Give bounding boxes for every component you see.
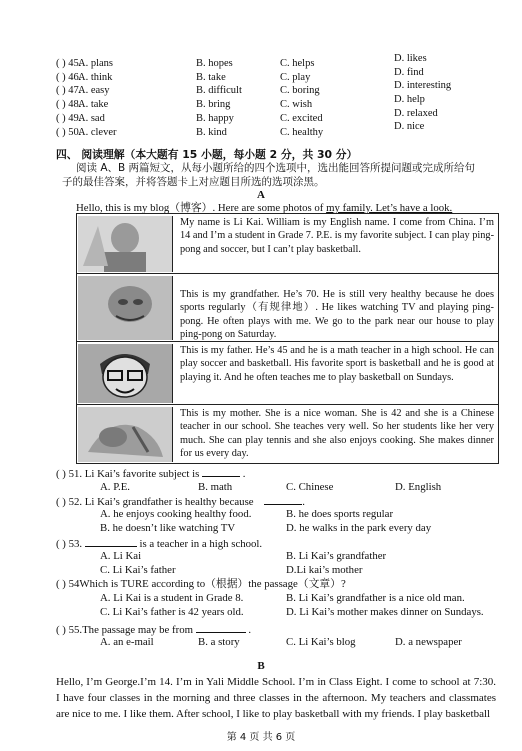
- blog-text: This is my grandfather. He’s 70. He is still very healthy because he does sports regularly（有规律地）. He likes watching TV and playing ping-pong. He often plays with me. We go to the park near our house to play ping-pong on Saturday.: [180, 289, 494, 341]
- answer-blank[interactable]: [196, 622, 246, 633]
- option-c[interactable]: C. wish: [280, 99, 313, 111]
- d-option: D. likes: [394, 53, 427, 64]
- question-number: ( ) 47.: [56, 85, 82, 97]
- question-number: ( ) 50.: [56, 126, 82, 138]
- question-number: ( ) 46.: [56, 71, 82, 83]
- blog-row: [77, 214, 498, 273]
- question-stem-end: .: [248, 624, 252, 636]
- boy-photo-drawing: [78, 216, 172, 272]
- passage-a-letter: A: [257, 189, 265, 201]
- option-b[interactable]: B. he does sports regular: [286, 508, 394, 520]
- question-stem-end: .: [302, 496, 305, 508]
- option-a[interactable]: A. plans: [78, 58, 113, 69]
- option-b[interactable]: B. Li Kai’s grandfather: [286, 550, 387, 562]
- intro-underlined-text: my family. Let’s have a look.: [326, 202, 453, 214]
- question-number: ( ) 45.: [56, 58, 82, 69]
- answer-blank[interactable]: [85, 536, 137, 547]
- passage-b-text: Hello, I’m George.I’m 14. I’m in Yali Middle School. I’m in Class Eight. I come to school at 7:30. I have four classes in the morning and three classes in the afternoon. My teachers and classmates are nice to me. I like them. After school, I like to play basketball with my friends. I play basketball: [56, 676, 496, 720]
- d-option: D. find: [394, 66, 424, 78]
- mother-photo: [78, 407, 173, 462]
- question-number: ( ) 48.: [56, 99, 82, 111]
- option-a[interactable]: A. clever: [78, 126, 117, 138]
- option-d[interactable]: D. English: [395, 481, 442, 493]
- option-c[interactable]: C. Li Kai’s father is 42 years old.: [100, 606, 244, 618]
- option-a[interactable]: A. Li Kai: [100, 550, 142, 562]
- option-c[interactable]: C. Li Kai’s father: [100, 564, 176, 576]
- d-option: D. relaxed: [394, 107, 438, 119]
- grandfather-photo-drawing: [78, 276, 172, 340]
- father-photo-drawing: [78, 344, 172, 403]
- question-stem: ( ) 53.: [56, 538, 83, 550]
- option-b[interactable]: B. Li Kai’s grandfather is a nice old man.: [286, 592, 465, 604]
- option-a[interactable]: A. P.E.: [100, 481, 130, 493]
- option-c[interactable]: C. Chinese: [286, 481, 334, 493]
- option-b[interactable]: B. math: [198, 481, 233, 493]
- option-b[interactable]: B. difficult: [196, 85, 242, 97]
- option-b[interactable]: B. he doesn’t like watching TV: [100, 522, 236, 534]
- blog-row: [77, 341, 498, 404]
- option-a[interactable]: A. think: [78, 71, 113, 83]
- question-stem-end: is a teacher in a high school.: [139, 538, 263, 550]
- instruction-line-2: 子的最佳答案，并将答题卡上对应题目所选的选项涂黑。: [62, 176, 325, 188]
- option-d[interactable]: D. a newspaper: [395, 636, 462, 648]
- question-stem: ( ) 54Which is TURE according to（根据）the passage（文章）?: [56, 578, 346, 590]
- blog-text: My name is Li Kai. William is my English name. I come from China. I’m 14 and I’m a student in Grade 7. P.E. is my favorite subject. I can play ping-pong and soccer, but I can’t play basketball.: [180, 217, 494, 255]
- question-51: [56, 466, 245, 481]
- option-a[interactable]: A. take: [78, 99, 109, 111]
- option-b[interactable]: B. bring: [196, 99, 231, 111]
- question-53: [56, 536, 262, 551]
- option-c[interactable]: C. boring: [280, 85, 320, 97]
- mother-photo-drawing: [78, 407, 172, 462]
- blog-text: This is my mother. She is a nice woman. She is 42 and she is a Chinese teacher in our school. She teaches very well. So her students like her very much. She can play tennis and she also enjoys cooking. She makes dinner for us every day.: [180, 408, 494, 460]
- option-b[interactable]: B. happy: [196, 112, 234, 124]
- page-footer: 第 4 页 共 6 页: [226, 732, 296, 743]
- d-options-column: [394, 52, 451, 134]
- option-b[interactable]: B. a story: [198, 636, 240, 648]
- question-stem: ( ) 51. Li Kai’s favorite subject is: [56, 468, 200, 480]
- d-option: D. interesting: [394, 80, 452, 92]
- option-c[interactable]: C. helps: [280, 58, 315, 69]
- instruction-line-1: 阅读 A、B 两篇短文，从每小题所给的四个选项中，选出能回答所提问题或完成所给句: [76, 162, 476, 174]
- intro-text: Hello, this is my blog（博客）. Here are some photos of: [76, 202, 327, 214]
- question-stem-end: .: [242, 468, 246, 480]
- blog-row: [77, 404, 498, 463]
- option-c[interactable]: C. Li Kai’s blog: [286, 636, 356, 648]
- d-option: D. nice: [394, 121, 425, 133]
- option-a[interactable]: A. Li Kai is a student in Grade 8.: [100, 592, 244, 604]
- section-heading: 四、 阅读理解（本大题有 15 小题，每小题 2 分，共 30 分）: [56, 148, 358, 161]
- question-number: ( ) 49.: [56, 112, 82, 124]
- option-c[interactable]: C. excited: [280, 112, 323, 124]
- option-d[interactable]: D. he walks in the park every day: [286, 522, 432, 534]
- answer-blank[interactable]: [202, 466, 240, 477]
- option-d[interactable]: D. Li Kai’s mother makes dinner on Sundays.: [286, 606, 484, 618]
- blog-text: This is my father. He’s 45 and he is a math teacher in a high school. He can play soccer and basketball. His favorite sport is basketball and he is good at playing it. And he often teaches me to play basketball on Sundays.: [180, 345, 494, 383]
- option-a[interactable]: A. sad: [78, 112, 105, 124]
- question-stem: ( ) 55.The passage may be from: [56, 624, 194, 636]
- option-c[interactable]: C. healthy: [280, 126, 324, 138]
- option-a[interactable]: A. he enjoys cooking healthy food.: [100, 508, 252, 520]
- question-54: [56, 578, 346, 591]
- option-b[interactable]: B. kind: [196, 126, 227, 138]
- option-d[interactable]: D.Li kai’s mother: [286, 564, 363, 576]
- question-stem: ( ) 52. Li Kai’s grandfather is healthy because: [56, 496, 254, 508]
- father-photo: [78, 344, 173, 403]
- option-b[interactable]: B. take: [196, 71, 226, 83]
- option-a[interactable]: A. an e-mail: [100, 636, 154, 648]
- blog-table: [76, 213, 499, 464]
- passage-b-letter: B: [257, 660, 265, 672]
- boy-photo: [78, 216, 173, 272]
- option-b[interactable]: B. hopes: [196, 58, 233, 69]
- option-a[interactable]: A. easy: [78, 85, 110, 97]
- blog-row: [77, 273, 498, 341]
- answer-blank[interactable]: [264, 494, 302, 505]
- d-option: D. help: [394, 94, 425, 106]
- grandfather-photo: [78, 276, 173, 340]
- option-c[interactable]: C. play: [280, 71, 311, 83]
